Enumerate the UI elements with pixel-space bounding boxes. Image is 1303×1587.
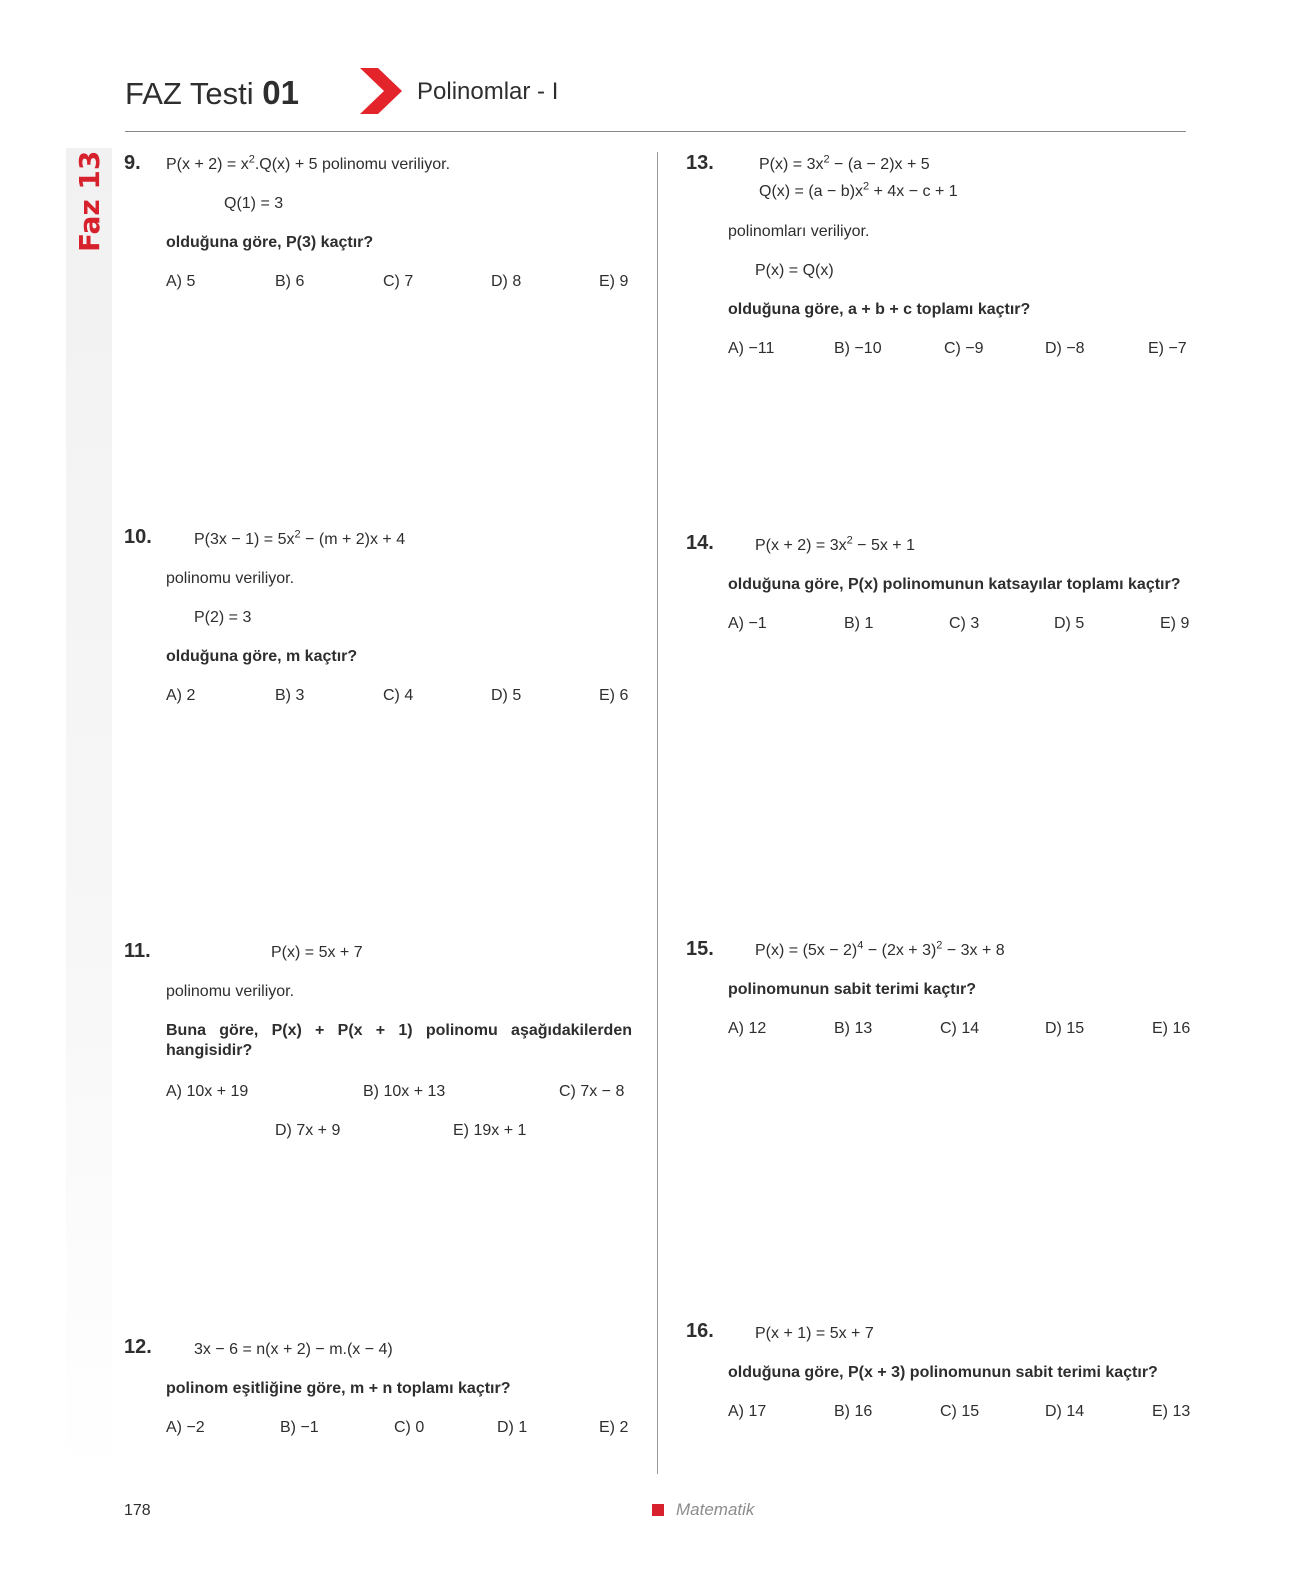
choice-e[interactable]: E) 19x + 1: [453, 1122, 527, 1139]
given-text: polinomları veriliyor.: [728, 223, 870, 240]
choice-a[interactable]: A) 10x + 19: [166, 1083, 249, 1100]
choice-d[interactable]: D) 7x + 9: [275, 1122, 341, 1139]
given-condition: P(2) = 3: [194, 609, 252, 626]
question-number: 14.: [686, 532, 714, 554]
choice-d[interactable]: D) 1: [497, 1419, 528, 1436]
side-tab-text: Faz 13: [73, 150, 106, 252]
choice-c[interactable]: C) −9: [944, 340, 984, 357]
choice-a[interactable]: A) −1: [728, 615, 767, 632]
given-expression: $P(x + 2) = 3x^2 - 5x + 1$: [755, 534, 915, 554]
given-condition: Q(1) = 3: [224, 195, 284, 212]
choice-e[interactable]: E) −7: [1148, 340, 1187, 357]
given-expression: P(x + 1) = 5x + 7: [755, 1325, 874, 1342]
section-title: Polinomlar - I: [417, 78, 559, 105]
given-expression: 3x − 6 = n(x + 2) − m.(x − 4): [194, 1341, 393, 1358]
question-prompt: olduğuna göre, P(3) kaçtır?: [166, 234, 374, 251]
choice-a[interactable]: A) −11: [728, 340, 775, 357]
column-divider: [657, 152, 658, 1474]
choice-b[interactable]: B) 1: [844, 615, 874, 632]
question-number: 12.: [124, 1336, 152, 1358]
given-text: polinomu veriliyor.: [166, 983, 295, 1000]
choice-b[interactable]: B) 16: [834, 1403, 873, 1420]
choice-c[interactable]: C) 3: [949, 615, 980, 632]
footer-subject: Matematik: [676, 1500, 755, 1519]
side-strip: [66, 148, 112, 1478]
choice-c[interactable]: C) 15: [940, 1403, 980, 1420]
question-number: 11.: [124, 940, 151, 962]
choice-a[interactable]: A) 17: [728, 1403, 767, 1420]
given-expression: P(x) = 5x + 7: [271, 944, 363, 961]
choice-d[interactable]: D) −8: [1045, 340, 1085, 357]
choice-d[interactable]: D) 8: [491, 273, 522, 290]
choice-d[interactable]: D) 5: [1054, 615, 1085, 632]
choice-a[interactable]: A) −2: [166, 1419, 205, 1436]
test-name: FAZ Testi: [125, 76, 254, 111]
choice-d[interactable]: D) 5: [491, 687, 522, 704]
side-tab-label: [66, 150, 112, 260]
given-expression: $P(x) = (5x - 2)^4 - (2x + 3)^2 - 3x + 8$: [755, 939, 1005, 959]
choice-a[interactable]: A) 2: [166, 687, 196, 704]
choice-c[interactable]: C) 7: [383, 273, 414, 290]
choice-a[interactable]: A) 12: [728, 1020, 767, 1037]
choice-b[interactable]: B) −1: [280, 1419, 319, 1436]
choice-d[interactable]: D) 15: [1045, 1020, 1085, 1037]
choice-b[interactable]: B) 3: [275, 687, 305, 704]
given-condition: P(x) = Q(x): [755, 262, 834, 279]
question-number: 13.: [686, 152, 714, 174]
choice-e[interactable]: E) 13: [1152, 1403, 1191, 1420]
header-divider: [125, 131, 1186, 132]
choice-e[interactable]: E) 2: [599, 1419, 629, 1436]
choice-b[interactable]: B) 10x + 13: [363, 1083, 446, 1100]
page-number: 178: [124, 1502, 151, 1519]
choice-e[interactable]: E) 9: [599, 273, 629, 290]
choice-e[interactable]: E) 6: [599, 687, 629, 704]
choice-b[interactable]: B) 6: [275, 273, 305, 290]
given-expression: $P(3x - 1) = 5x^2 - (m + 2)x + 4$: [194, 528, 406, 548]
choice-a[interactable]: A) 5: [166, 273, 196, 290]
choice-c[interactable]: C) 4: [383, 687, 414, 704]
test-title: [125, 74, 299, 112]
choice-d[interactable]: D) 14: [1045, 1403, 1085, 1420]
choice-b[interactable]: B) 13: [834, 1020, 873, 1037]
question-number: 10.: [124, 526, 152, 548]
question-prompt: olduğuna göre, P(x + 3) polinomunun sabit terimi kaçtır?: [728, 1364, 1158, 1381]
choice-b[interactable]: B) −10: [834, 340, 882, 357]
question-prompt: olduğuna göre, a + b + c toplamı kaçtır?: [728, 301, 1031, 318]
question-number: 15.: [686, 938, 714, 960]
choice-c[interactable]: C) 14: [940, 1020, 980, 1037]
question-number: 9.: [124, 152, 141, 174]
choice-e[interactable]: E) 16: [1152, 1020, 1191, 1037]
question-number: 16.: [686, 1320, 714, 1342]
given-expression-q: $Q(x) = (a - b)x^2 + 4x - c + 1$: [759, 180, 958, 200]
given-expression-p: $P(x) = 3x^2 - (a - 2)x + 5$: [759, 153, 930, 173]
choice-c[interactable]: C) 0: [394, 1419, 425, 1436]
question-prompt: olduğuna göre, m kaçtır?: [166, 648, 358, 665]
question-prompt: olduğuna göre, P(x) polinomunun katsayılar toplamı kaçtır?: [728, 576, 1181, 593]
choice-e[interactable]: E) 9: [1160, 615, 1190, 632]
question-prompt: Buna göre, P(x) + P(x + 1) polinomu aşağıdakilerden hangisidir?: [166, 1022, 632, 1059]
footer-square-icon: [652, 1504, 664, 1516]
given-expression: $P(x + 2) = x^2.Q(x) + 5$ polinomu veriliyor.: [166, 153, 451, 173]
question-prompt: polinom eşitliğine göre, m + n toplamı kaçtır?: [166, 1380, 511, 1397]
choice-c[interactable]: C) 7x − 8: [559, 1083, 625, 1100]
question-prompt: polinomunun sabit terimi kaçtır?: [728, 981, 977, 998]
given-text: polinomu veriliyor.: [166, 570, 295, 587]
chevron-right-icon: [360, 68, 402, 114]
test-number: 01: [262, 74, 299, 111]
